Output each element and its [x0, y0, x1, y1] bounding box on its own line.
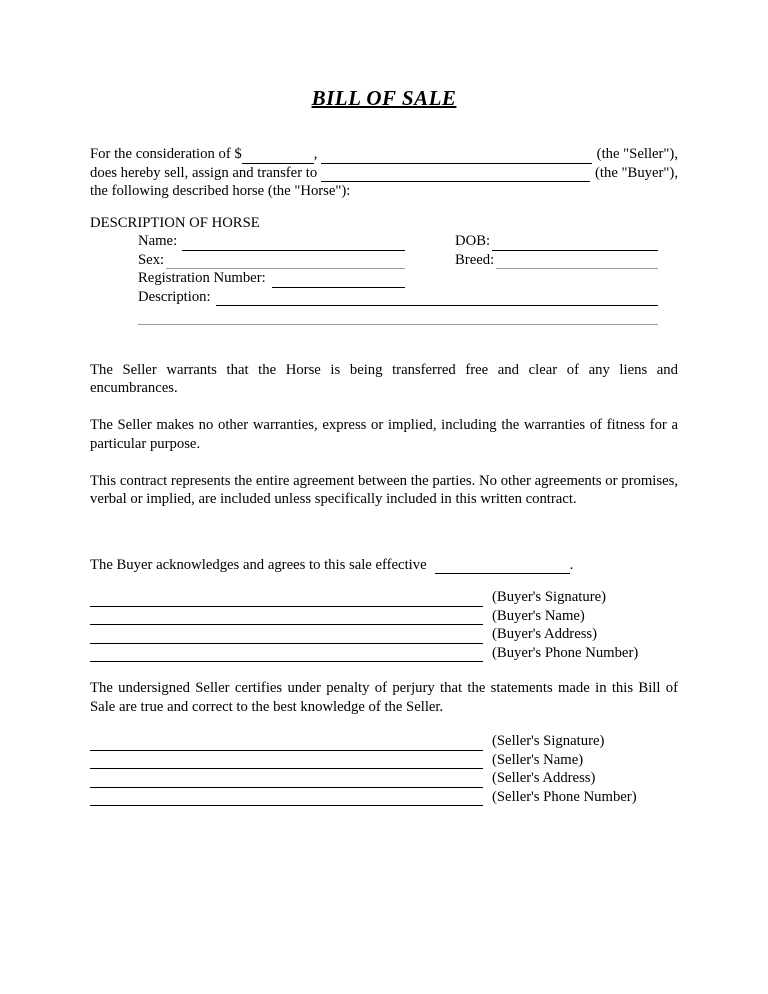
- horse-section-heading: DESCRIPTION OF HORSE: [90, 214, 260, 231]
- buyer-phone-blank-field[interactable]: [90, 644, 483, 663]
- sex-label: Sex:: [138, 251, 165, 268]
- description-label: Description:: [138, 288, 211, 305]
- registration-label: Registration Number:: [138, 270, 266, 286]
- seller-signature-row: [90, 732, 678, 751]
- comma-separator: ,: [313, 146, 322, 162]
- name-field-cell: [138, 232, 405, 251]
- buyer-signature-blank-field[interactable]: [90, 588, 483, 607]
- breed-field-cell: [455, 251, 658, 270]
- intro-line-consideration: [90, 145, 678, 164]
- intro-line-transfer: [90, 164, 678, 183]
- seller-address-blank-field[interactable]: [90, 769, 483, 788]
- horse-sex-blank-field[interactable]: [166, 251, 405, 270]
- seller-address-row: [90, 769, 678, 788]
- field-row-name-dob: [90, 232, 658, 251]
- seller-phone-blank-field[interactable]: [90, 788, 483, 807]
- field-row-registration: [90, 269, 658, 288]
- horse-description-fields: [90, 232, 658, 325]
- buyer-name-blank-field[interactable]: [321, 164, 590, 183]
- buyer-acknowledgement-line: [90, 556, 678, 575]
- consideration-text: For the consideration of $: [90, 146, 242, 162]
- effective-date-blank-field[interactable]: [435, 556, 570, 575]
- document-title: BILL OF SALE: [311, 86, 457, 110]
- description-continuation-cell: [138, 306, 658, 325]
- seller-signature-label: (Seller's Signature): [492, 733, 605, 749]
- seller-name-blank-field[interactable]: [321, 145, 592, 164]
- seller-name-label: (Seller's Name): [492, 751, 584, 768]
- breed-label: Breed:: [455, 251, 495, 268]
- intro-paragraph: [90, 145, 678, 201]
- price-amount-blank-field[interactable]: [242, 145, 314, 164]
- seller-printed-name-blank-field[interactable]: [90, 751, 483, 770]
- seller-phone-label: (Seller's Phone Number): [492, 788, 637, 805]
- buyer-signature-block: [90, 588, 678, 662]
- buyer-name-row: [90, 607, 678, 626]
- buyer-signature-label: (Buyer's Signature): [492, 589, 607, 605]
- dob-label: DOB:: [455, 233, 491, 249]
- field-row-sex-breed: [90, 251, 658, 270]
- registration-number-blank-field[interactable]: [272, 269, 405, 288]
- buyer-address-blank-field[interactable]: [90, 625, 483, 644]
- warranty-paragraph: The Seller warrants that the Horse is being transferred free and clear of any liens and encumbrances.: [90, 361, 678, 396]
- registration-field-cell: [138, 269, 405, 288]
- transfer-text: does hereby sell, assign and transfer to: [90, 164, 321, 181]
- buyer-phone-row: [90, 644, 678, 663]
- name-label: Name:: [138, 233, 178, 249]
- sex-field-cell: [138, 251, 405, 270]
- seller-certification-paragraph: The undersigned Seller certifies under penalty of perjury that the statements made in this Bill of Sale are true and correct to the best knowledge of the Seller.: [90, 680, 678, 715]
- buyer-phone-label: (Buyer's Phone Number): [492, 644, 639, 661]
- seller-phone-row: [90, 788, 678, 807]
- field-row-description-continued: [90, 306, 658, 325]
- description-field-cell: [138, 288, 658, 307]
- buyer-signature-row: [90, 588, 678, 607]
- horse-name-blank-field[interactable]: [182, 232, 405, 251]
- horse-description-blank-field-2[interactable]: [138, 306, 658, 325]
- horse-dob-blank-field[interactable]: [492, 232, 658, 251]
- dob-field-cell: [455, 232, 658, 251]
- acknowledgement-period: .: [569, 556, 574, 573]
- seller-name-row: [90, 751, 678, 770]
- buyer-address-label: (Buyer's Address): [492, 626, 598, 642]
- acknowledgement-text: The Buyer acknowledges and agrees to this sale effective: [90, 556, 427, 573]
- horse-description-blank-field[interactable]: [216, 288, 658, 307]
- seller-designation-text: (the "Seller"),: [596, 146, 678, 162]
- buyer-designation-text: (the "Buyer"),: [595, 164, 678, 181]
- entire-agreement-paragraph: This contract represents the entire agreement between the parties. No other agreements or promises, verbal or implied, are included unless specifically included in this written contract.: [90, 472, 678, 507]
- seller-signature-block: [90, 732, 678, 806]
- buyer-address-row: [90, 625, 678, 644]
- no-other-warranties-paragraph: The Seller makes no other warranties, express or implied, including the warranties of fitness for a particular purpose.: [90, 417, 678, 452]
- seller-address-label: (Seller's Address): [492, 770, 596, 786]
- buyer-name-label: (Buyer's Name): [492, 607, 585, 624]
- seller-signature-blank-field[interactable]: [90, 732, 483, 751]
- field-row-description: [90, 288, 658, 307]
- document-content: [90, 86, 678, 806]
- horse-breed-blank-field[interactable]: [496, 251, 658, 270]
- intro-line-horse: the following described horse (the "Horse"):: [90, 183, 351, 199]
- buyer-printed-name-blank-field[interactable]: [90, 607, 483, 626]
